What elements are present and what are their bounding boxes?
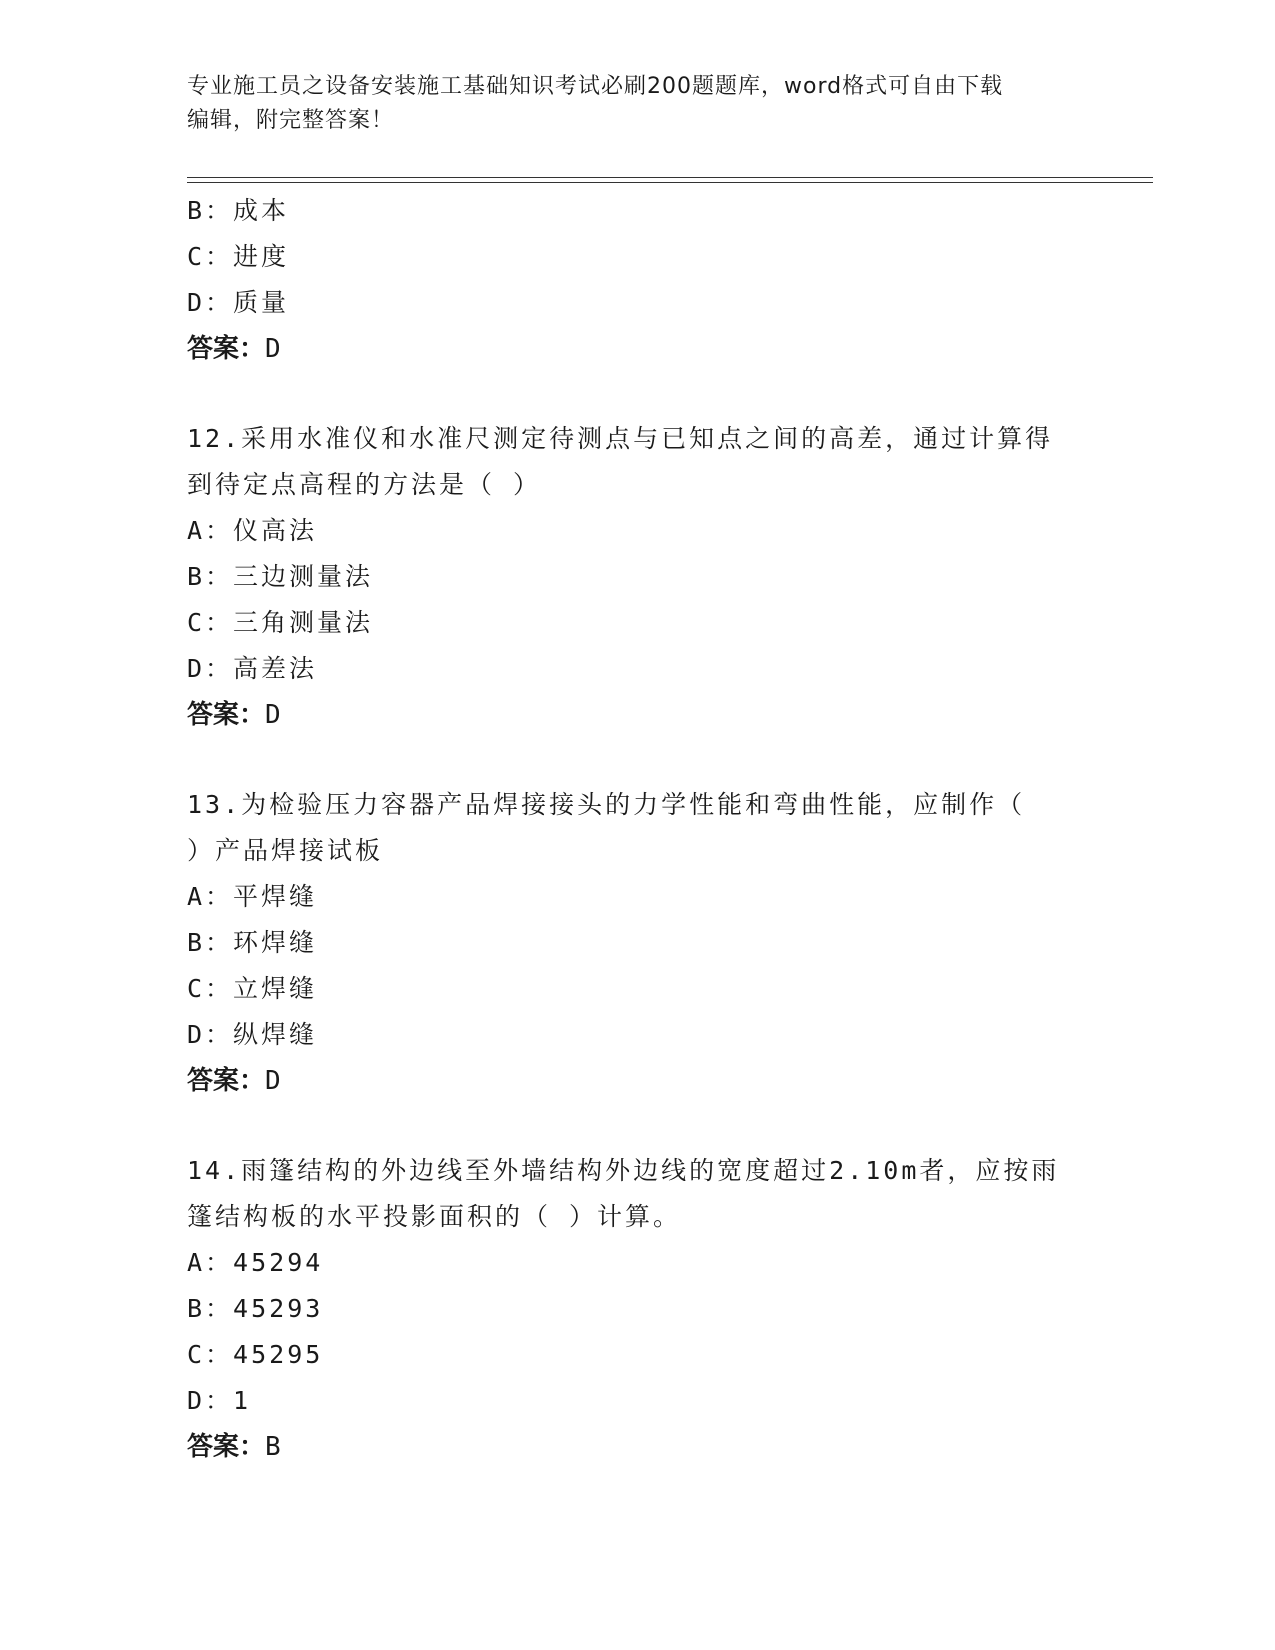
option-a: A：仪高法 — [187, 516, 318, 545]
question-14 — [187, 1148, 1107, 1470]
option-a: A：平焊缝 — [187, 882, 318, 911]
option-b: B：环焊缝 — [187, 928, 318, 957]
question-12 — [187, 416, 1107, 738]
answer-label: 答案： — [187, 1066, 266, 1096]
answer-value: B — [265, 1432, 281, 1462]
option-b: B：三边测量法 — [187, 562, 374, 591]
question-11 — [187, 188, 1107, 372]
question-stem-line-2: 到待定点高程的方法是（ ） — [187, 470, 542, 499]
answer-label: 答案： — [187, 334, 266, 364]
question-list — [187, 188, 1107, 1470]
question-stem-line-2: ）产品焊接试板 — [187, 836, 384, 865]
option-c: C：进度 — [187, 242, 290, 271]
answer-line — [187, 1424, 1107, 1470]
header-divider-bottom — [187, 182, 1153, 183]
answer-value: D — [265, 334, 281, 364]
answer-line — [187, 692, 1107, 738]
answer-label: 答案： — [187, 700, 266, 730]
option-d: D：纵焊缝 — [187, 1020, 318, 1049]
option-b: B：成本 — [187, 196, 290, 225]
option-d: D：高差法 — [187, 654, 318, 683]
answer-label: 答案： — [187, 1432, 266, 1462]
header-line-1: 专业施工员之设备安装施工基础知识考试必刷200题题库，word格式可自由下载 — [187, 74, 1004, 99]
document-header — [187, 70, 1087, 138]
option-d: D：1 — [187, 1386, 252, 1415]
answer-value: D — [265, 1066, 281, 1096]
option-a: A：45294 — [187, 1248, 324, 1277]
question-stem-line-2: 篷结构板的水平投影面积的（ ）计算。 — [187, 1202, 682, 1231]
answer-value: D — [265, 700, 281, 730]
header-divider-top — [187, 177, 1153, 178]
option-c: C：45295 — [187, 1340, 324, 1369]
option-c: C：三角测量法 — [187, 608, 374, 637]
question-stem-line-1: 14.雨篷结构的外边线至外墙结构外边线的宽度超过2.10m者，应按雨 — [187, 1156, 1060, 1185]
question-stem-line-1: 12.采用水准仪和水准尺测定待测点与已知点之间的高差，通过计算得 — [187, 424, 1054, 453]
option-c: C：立焊缝 — [187, 974, 318, 1003]
header-line-2: 编辑，附完整答案！ — [187, 108, 395, 133]
option-d: D：质量 — [187, 288, 290, 317]
question-stem-line-1: 13.为检验压力容器产品焊接接头的力学性能和弯曲性能，应制作（ — [187, 790, 1026, 819]
question-13 — [187, 782, 1107, 1104]
option-b: B：45293 — [187, 1294, 324, 1323]
answer-line — [187, 1058, 1107, 1104]
answer-line — [187, 326, 1107, 372]
